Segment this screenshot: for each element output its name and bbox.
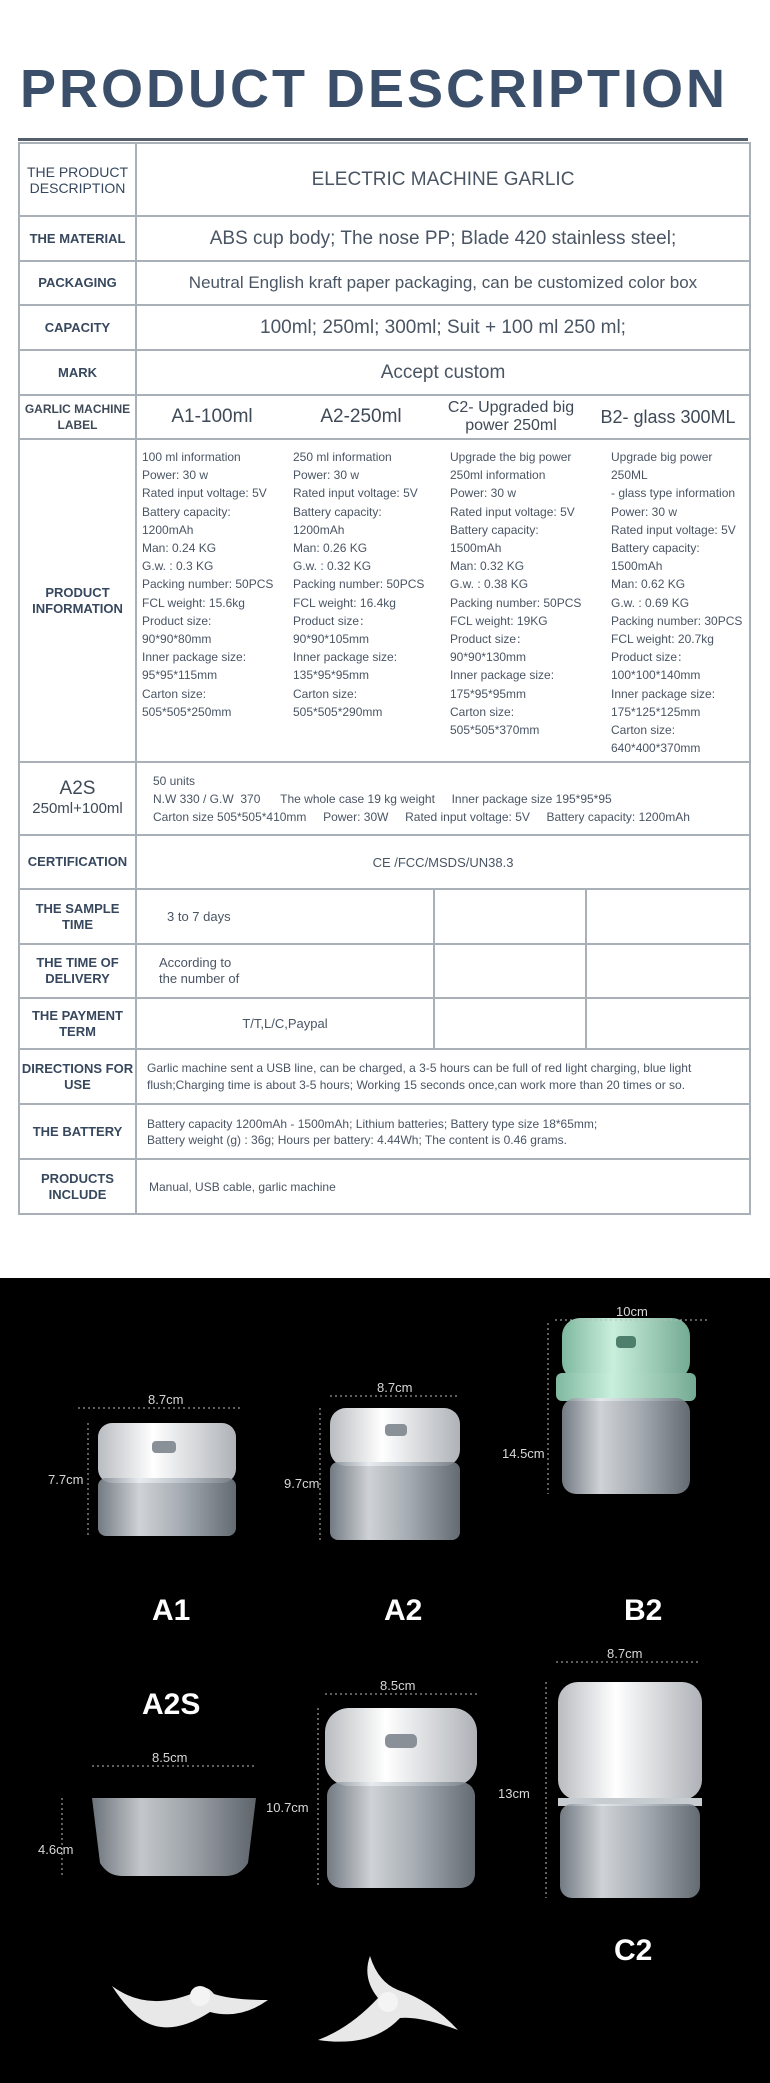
- blade-2: [318, 1956, 458, 2042]
- blade-1-hub: [190, 1986, 210, 2006]
- c2-bowl: [560, 1804, 700, 1898]
- c2-height-label: 13cm: [498, 1786, 530, 1801]
- model-label-a1: A1-100ml: [171, 406, 253, 427]
- empty-cell: [434, 889, 586, 944]
- a2s-height-label: 10.7cm: [266, 1800, 309, 1815]
- device-a2: [284, 1380, 460, 1627]
- row-garlic-label: [19, 395, 750, 439]
- model-b2: B2: [624, 1594, 663, 1627]
- row-directions: [19, 1049, 750, 1104]
- row-material: [19, 216, 750, 261]
- model-label-c2: C2- Upgraded big power 250ml: [447, 399, 575, 434]
- row-value: ELECTRIC MACHINE GARLIC: [136, 143, 750, 216]
- a2-button: [385, 1424, 407, 1436]
- row-label: THE MATERIAL: [19, 216, 136, 261]
- row-product-info: [19, 439, 750, 762]
- row-value: T/T,L/C,Paypal: [136, 998, 434, 1049]
- row-value: Manual, USB cable, garlic machine: [136, 1159, 750, 1214]
- row-delivery: [19, 944, 750, 998]
- b2-width-label: 10cm: [616, 1304, 648, 1319]
- row-packaging: [19, 261, 750, 305]
- row-payment: [19, 998, 750, 1049]
- empty-cell: [586, 944, 750, 998]
- c2-body: [558, 1682, 702, 1800]
- a2-lid: [330, 1408, 460, 1466]
- a2s-bowl-height-label: 4.6cm: [38, 1842, 74, 1857]
- model-label-b2: B2- glass 300ML: [600, 406, 736, 427]
- a2s-label-main: A2S: [59, 777, 96, 799]
- model-a1: A1: [152, 1594, 191, 1627]
- a2s-small-bowl: [92, 1798, 256, 1876]
- a2s-label-sub: 250ml+100ml: [32, 799, 123, 817]
- model-labels: [136, 395, 750, 439]
- c2-width-label: 8.7cm: [607, 1646, 643, 1661]
- row-mark: [19, 350, 750, 395]
- device-a2s: [38, 1678, 477, 1888]
- a2s-button: [385, 1734, 417, 1748]
- a2s-details: [136, 762, 750, 835]
- row-value: Battery capacity 1200mAh - 1500mAh; Lithium batteries; Battery type size 18*65mm; Battery weight (g) : 36g; Hours per battery: 4.44Wh; The content is 0.46 grams.: [136, 1104, 750, 1159]
- page-title: PRODUCT DESCRIPTION: [20, 59, 729, 119]
- product-photo-svg: [0, 1278, 770, 2083]
- row-value: 100ml; 250ml; 300ml; Suit + 100 ml 250 ml;: [136, 305, 750, 350]
- row-sample-time: [19, 889, 750, 944]
- row-capacity: [19, 305, 750, 350]
- row-label: PRODUCTS INCLUDE: [19, 1159, 136, 1214]
- model-label-a2: A2-250ml: [320, 406, 402, 427]
- info-a2: 250 ml information Power: 30 w Rated input voltage: 5V Battery capacity: 1200mAh Man: 0.26 KG G.w. : 0.32 KG Packing number: 50PCS FCL weight: 16.4kg Product size： 90*90*105mm Inner package size: 135*95*95mm Carton size: 505*505*290mm: [293, 450, 425, 719]
- row-label: GARLIC MACHINE LABEL: [19, 395, 136, 439]
- model-a2: A2: [384, 1594, 423, 1627]
- a1-height-label: 7.7cm: [48, 1472, 84, 1487]
- spec-table: [18, 142, 751, 1215]
- blade-2-hub: [378, 1992, 398, 2012]
- info-a1: 100 ml information Power: 30 w Rated input voltage: 5V Battery capacity: 1200mAh Man: 0.24 KG G.w. : 0.3 KG Packing number: 50PCS FCL weight: 15.6kg Product size: 90*90*80mm Inner package size: 95*95*115mm Carton size: 505*505*250mm: [142, 450, 274, 719]
- row-label: MARK: [19, 350, 136, 395]
- b2-height-label: 14.5cm: [502, 1446, 545, 1461]
- a2s-line2: N.W 330 / G.W 370 The whole case 19 kg weight Inner package size 195*95*95: [153, 791, 612, 806]
- row-value: Accept custom: [136, 350, 750, 395]
- a2s-bowl: [327, 1782, 475, 1888]
- row-label: THE PRODUCT DESCRIPTION: [19, 143, 136, 216]
- device-a1: [48, 1392, 240, 1627]
- title-divider: [18, 138, 748, 141]
- row-value: According to the number of: [136, 944, 434, 998]
- a2s-line1: 50 units: [153, 773, 196, 788]
- row-a2s: [19, 762, 750, 835]
- empty-cell: [586, 998, 750, 1049]
- row-battery: [19, 1104, 750, 1159]
- a2s-line3: Carton size 505*505*410mm Power: 30W Rated input voltage: 5V Battery capacity: 1200mAh: [153, 809, 690, 824]
- blade-1-shape: [112, 1986, 268, 2027]
- row-label: THE TIME OF DELIVERY: [19, 944, 136, 998]
- row-label: [19, 762, 136, 835]
- empty-cell: [586, 889, 750, 944]
- b2-button: [616, 1336, 636, 1348]
- a2-width-label: 8.7cm: [377, 1380, 413, 1395]
- b2-lid: [562, 1318, 690, 1380]
- product-photo-panel: [0, 1278, 770, 2083]
- row-value: Neutral English kraft paper packaging, can be customized color box: [136, 261, 750, 305]
- info-c2: Upgrade the big power 250ml information Power: 30 w Rated input voltage: 5V Battery capacity: 1500mAh Man: 0.32 KG G.w. : 0.38 KG Packing number: 50PCS FCL weight: 19KG Product size： 90*90*130mm Inner package size: 175*95*95mm Carton size: 505*505*370mm: [450, 450, 582, 738]
- row-label: THE BATTERY: [19, 1104, 136, 1159]
- empty-cell: [434, 944, 586, 998]
- model-c2: C2: [614, 1934, 653, 1967]
- device-b2: [502, 1304, 708, 1627]
- b2-bowl: [562, 1398, 690, 1494]
- blade-1: [112, 1986, 268, 2027]
- row-label: THE PAYMENT TERM: [19, 998, 136, 1049]
- row-value: Garlic machine sent a USB line, can be charged, a 3-5 hours can be full of red light charging, blue light flush;Charging time is about 3-5 hours; Working 15 seconds once,can work more than 20 times or so.: [136, 1049, 750, 1104]
- a2s-bowl-width-label: 8.5cm: [152, 1750, 188, 1765]
- row-label: CAPACITY: [19, 305, 136, 350]
- a2s-width-label: 8.5cm: [380, 1678, 416, 1693]
- row-label: DIRECTIONS FOR USE: [19, 1049, 136, 1104]
- row-product: [19, 143, 750, 216]
- a1-width-label: 8.7cm: [148, 1392, 184, 1407]
- row-includes: [19, 1159, 750, 1214]
- row-certification: [19, 835, 750, 889]
- row-value: 3 to 7 days: [136, 889, 434, 944]
- b2-collar: [556, 1373, 696, 1401]
- row-label: CERTIFICATION: [19, 835, 136, 889]
- info-b2: Upgrade big power 250ML - glass type information Power: 30 w Rated input voltage: 5V Battery capacity: 1500mAh Man: 0.62 KG G.w. : 0.69 KG Packing number: 30PCS FCL weight: 20.7kg Product size： 100*100*140mm Inner package size: 175*125*125mm Carton size: 640*400*370mm: [611, 450, 743, 756]
- row-label: PACKAGING: [19, 261, 136, 305]
- model-a2s: A2S: [142, 1688, 201, 1721]
- a2-height-label: 9.7cm: [284, 1476, 320, 1491]
- a2-bowl: [330, 1462, 460, 1540]
- row-value: CE /FCC/MSDS/UN38.3: [136, 835, 750, 889]
- a1-button: [152, 1441, 176, 1453]
- info-columns: [136, 439, 750, 762]
- row-label: THE SAMPLE TIME: [19, 889, 136, 944]
- a1-bowl: [98, 1478, 236, 1536]
- row-label: PRODUCT INFORMATION: [19, 439, 136, 762]
- device-c2: [498, 1646, 702, 1967]
- empty-cell: [434, 998, 586, 1049]
- row-value: ABS cup body; The nose PP; Blade 420 stainless steel;: [136, 216, 750, 261]
